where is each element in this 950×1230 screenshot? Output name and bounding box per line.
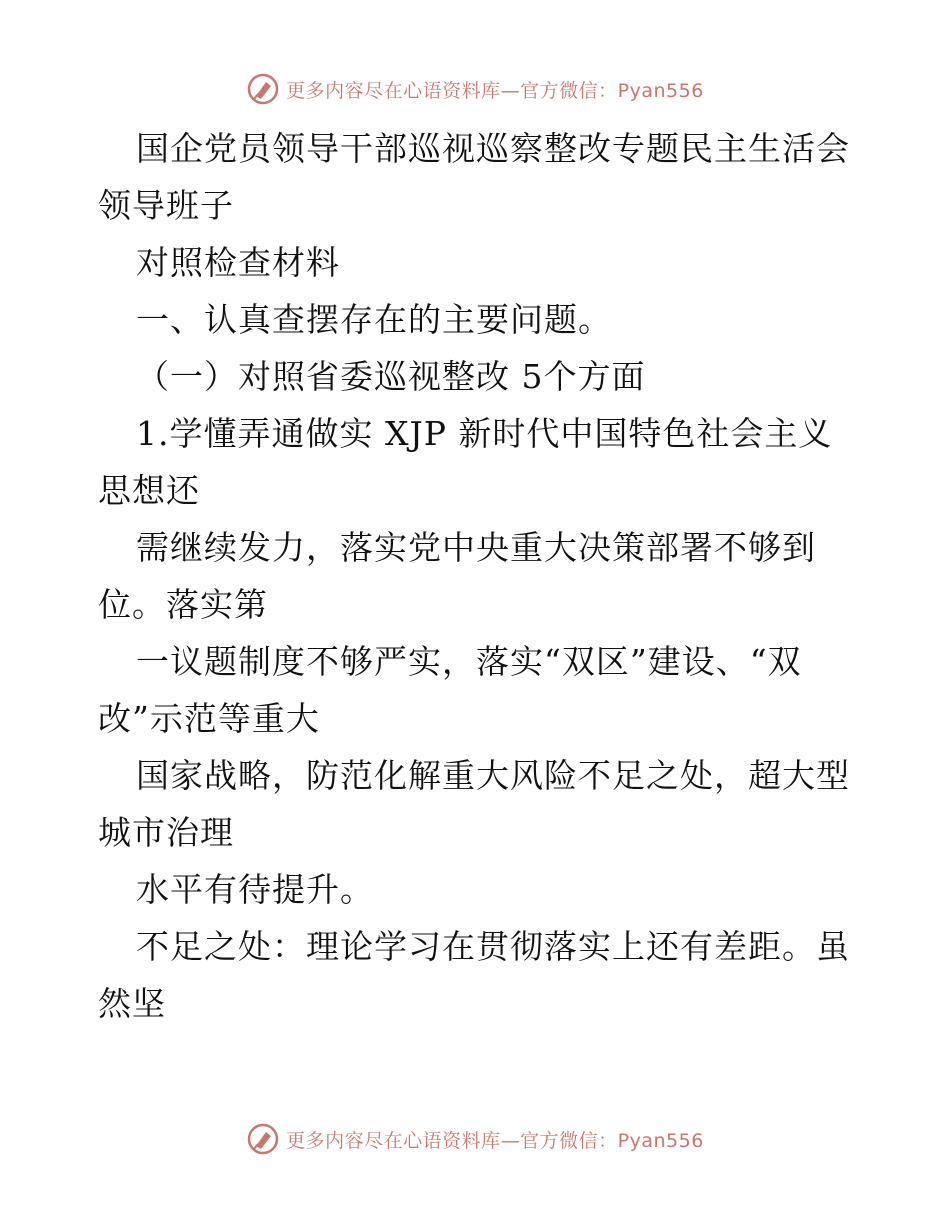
watermark-text: 更多内容尽在心语资料库—官方微信：Pyan556 bbox=[286, 1129, 704, 1152]
text-line: 然坚 bbox=[98, 984, 166, 1023]
text-line: 国家战略，防范化解重大风险不足之处，超大型 bbox=[136, 756, 850, 795]
footer-watermark bbox=[0, 1122, 950, 1156]
text-line: 需继续发力，落实党中央重大决策部署不够到 bbox=[136, 528, 816, 567]
text-line: 国企党员领导干部巡视巡察整改专题民主生活会 bbox=[136, 129, 850, 168]
text-line: 1.学懂弄通做实 XJP 新时代中国特色社会主义 bbox=[136, 414, 833, 453]
text-line: （一）对照省委巡视整改 5个方面 bbox=[136, 357, 646, 396]
text-line: 一、认真查摆存在的主要问题。 bbox=[136, 300, 612, 339]
text-line: 领导班子 bbox=[98, 186, 234, 225]
text-line: 一议题制度不够严实，落实“双区”建设、“双 bbox=[136, 642, 802, 681]
text-line: 水平有待提升。 bbox=[136, 870, 374, 909]
text-line: 改”示范等重大 bbox=[98, 699, 320, 738]
text-line: 不足之处：理论学习在贯彻落实上还有差距。虽 bbox=[136, 927, 850, 966]
text-line: 城市治理 bbox=[98, 813, 234, 852]
text-line: 思想还 bbox=[98, 471, 200, 510]
header-watermark bbox=[0, 72, 950, 106]
text-line: 位。落实第 bbox=[98, 585, 268, 624]
watermark-text: 更多内容尽在心语资料库—官方微信：Pyan556 bbox=[286, 79, 704, 102]
document-body bbox=[98, 120, 858, 1032]
pen-nib-circle-icon bbox=[246, 72, 280, 106]
pen-nib-circle-icon bbox=[246, 1122, 280, 1156]
text-line: 对照检查材料 bbox=[136, 243, 340, 282]
